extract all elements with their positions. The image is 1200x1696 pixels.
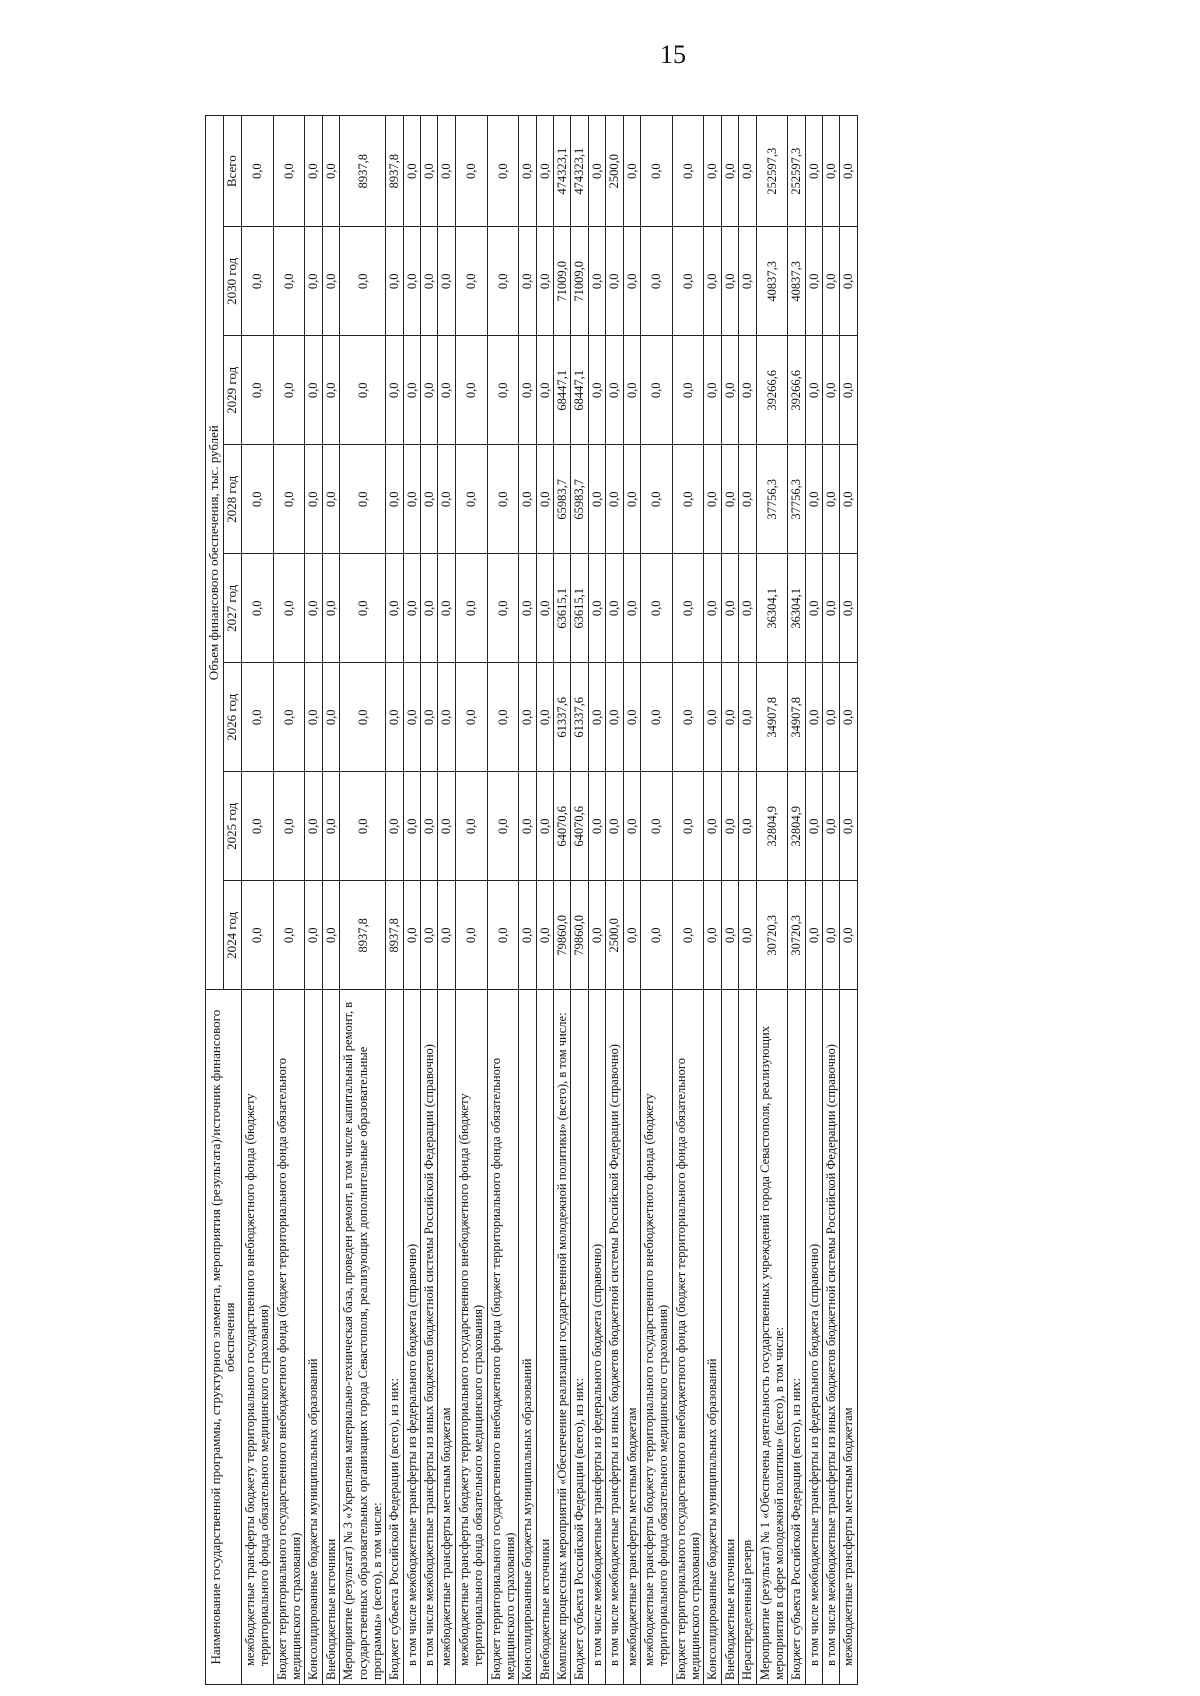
row-year-value: 0,0 xyxy=(421,663,438,772)
table-row xyxy=(739,116,756,1685)
table-row xyxy=(455,116,487,1685)
row-year-value: 0,0 xyxy=(438,554,455,663)
row-year-value: 0,0 xyxy=(386,445,403,554)
row-total-value: 0,0 xyxy=(672,116,704,227)
row-year-value: 0,0 xyxy=(322,336,339,445)
row-label: межбюджетные трансферты местным бюджетам xyxy=(623,990,640,1685)
row-year-value: 0,0 xyxy=(672,772,704,881)
row-year-value: 0,0 xyxy=(340,554,386,663)
row-year-value: 64070,6 xyxy=(571,772,588,881)
row-year-value: 0,0 xyxy=(640,445,672,554)
row-year-value: 0,0 xyxy=(536,772,553,881)
row-year-value: 0,0 xyxy=(386,227,403,336)
row-year-value: 0,0 xyxy=(823,445,840,554)
row-year-value: 0,0 xyxy=(340,445,386,554)
row-year-value: 0,0 xyxy=(322,227,339,336)
row-label: в том числе межбюджетные трансферты из иных бюджетов бюджетной системы Российской Федерации (справочно) xyxy=(606,990,623,1685)
row-label: Консолидированные бюджеты муниципальных образований xyxy=(704,990,721,1685)
row-year-value: 0,0 xyxy=(273,881,305,990)
row-year-value: 0,0 xyxy=(840,445,857,554)
row-year-value: 0,0 xyxy=(421,445,438,554)
row-year-value: 0,0 xyxy=(322,663,339,772)
row-total-value: 0,0 xyxy=(438,116,455,227)
table-row xyxy=(823,116,840,1685)
row-year-value: 8937,8 xyxy=(386,881,403,990)
row-year-value: 0,0 xyxy=(403,663,420,772)
row-year-value: 0,0 xyxy=(840,772,857,881)
row-total-value: 0,0 xyxy=(640,116,672,227)
row-year-value: 0,0 xyxy=(340,663,386,772)
row-year-value: 0,0 xyxy=(536,445,553,554)
row-year-value: 68447,1 xyxy=(554,336,571,445)
row-year-value: 8937,8 xyxy=(340,881,386,990)
row-year-value: 0,0 xyxy=(805,227,822,336)
header-year: 2029 год xyxy=(223,336,241,445)
row-label: в том числе межбюджетные трансферты из федерального бюджета (справочно) xyxy=(403,990,420,1685)
row-year-value: 0,0 xyxy=(840,663,857,772)
header-year: 2025 год xyxy=(223,772,241,881)
row-year-value: 0,0 xyxy=(305,881,322,990)
row-year-value: 0,0 xyxy=(455,772,487,881)
row-year-value: 0,0 xyxy=(487,772,519,881)
row-total-value: 0,0 xyxy=(823,116,840,227)
row-year-value: 0,0 xyxy=(721,554,738,663)
row-year-value: 0,0 xyxy=(805,336,822,445)
row-year-value: 0,0 xyxy=(739,663,756,772)
row-year-value: 0,0 xyxy=(519,336,536,445)
table-row xyxy=(704,116,721,1685)
row-year-value: 0,0 xyxy=(455,663,487,772)
row-label: Мероприятие (результат) № 3 «Укреплена материально-техническая база, проведен ремонт, в том числе капитальный ремонт, в государственных образовательных организациях города Севастополя, реализующих дополнительные образовательные программы» (всего), в том числе: xyxy=(340,990,386,1685)
row-year-value: 0,0 xyxy=(623,772,640,881)
row-year-value: 0,0 xyxy=(438,445,455,554)
row-year-value: 0,0 xyxy=(536,663,553,772)
row-total-value: 0,0 xyxy=(536,116,553,227)
table-row xyxy=(340,116,386,1685)
table-row xyxy=(403,116,420,1685)
table-row xyxy=(756,116,788,1685)
row-label: межбюджетные трансферты местным бюджетам xyxy=(438,990,455,1685)
table-row xyxy=(322,116,339,1685)
row-year-value: 0,0 xyxy=(721,227,738,336)
row-year-value: 0,0 xyxy=(805,663,822,772)
row-total-value: 8937,8 xyxy=(386,116,403,227)
row-total-value: 0,0 xyxy=(455,116,487,227)
header-name-column: Наименование государственной программы, структурного элемента, мероприятия (результата)/источник финансового обеспечения xyxy=(206,990,242,1685)
row-total-value: 0,0 xyxy=(273,116,305,227)
table-row xyxy=(519,116,536,1685)
row-year-value: 0,0 xyxy=(640,881,672,990)
row-label: Внебюджетные источники xyxy=(721,990,738,1685)
row-year-value: 0,0 xyxy=(588,445,605,554)
row-year-value: 0,0 xyxy=(305,445,322,554)
row-total-value: 0,0 xyxy=(721,116,738,227)
row-year-value: 40837,3 xyxy=(788,227,805,336)
row-year-value: 30720,3 xyxy=(788,881,805,990)
row-year-value: 0,0 xyxy=(421,554,438,663)
row-year-value: 0,0 xyxy=(487,445,519,554)
row-total-value: 0,0 xyxy=(519,116,536,227)
row-year-value: 0,0 xyxy=(672,554,704,663)
table-row xyxy=(721,116,738,1685)
row-total-value: 0,0 xyxy=(305,116,322,227)
row-year-value: 0,0 xyxy=(536,554,553,663)
table-row xyxy=(606,116,623,1685)
row-year-value: 0,0 xyxy=(322,772,339,881)
row-year-value: 0,0 xyxy=(739,554,756,663)
row-year-value: 0,0 xyxy=(273,663,305,772)
table-row xyxy=(640,116,672,1685)
row-year-value: 0,0 xyxy=(487,663,519,772)
row-year-value: 0,0 xyxy=(640,663,672,772)
row-year-value: 0,0 xyxy=(588,881,605,990)
header-total: Всего xyxy=(223,116,241,227)
row-year-value: 0,0 xyxy=(322,554,339,663)
row-year-value: 0,0 xyxy=(739,881,756,990)
row-total-value: 474323,1 xyxy=(571,116,588,227)
row-year-value: 0,0 xyxy=(721,881,738,990)
row-year-value: 39266,6 xyxy=(788,336,805,445)
row-year-value: 0,0 xyxy=(421,881,438,990)
row-year-value: 0,0 xyxy=(386,663,403,772)
header-year: 2028 год xyxy=(223,445,241,554)
table-row xyxy=(536,116,553,1685)
row-year-value: 0,0 xyxy=(519,663,536,772)
row-year-value: 65983,7 xyxy=(554,445,571,554)
row-year-value: 0,0 xyxy=(536,336,553,445)
row-label: Внебюджетные источники xyxy=(322,990,339,1685)
row-year-value: 0,0 xyxy=(588,336,605,445)
row-year-value: 0,0 xyxy=(386,772,403,881)
table-row xyxy=(571,116,588,1685)
row-label: Бюджет территориального государственного внебюджетного фонда (бюджет территориального фонда обязательного медицинского страхования) xyxy=(273,990,305,1685)
row-label: в том числе межбюджетные трансферты из федерального бюджета (справочно) xyxy=(805,990,822,1685)
table-row xyxy=(840,116,857,1685)
row-year-value: 0,0 xyxy=(805,445,822,554)
table-row xyxy=(421,116,438,1685)
row-year-value: 61337,6 xyxy=(554,663,571,772)
row-year-value: 0,0 xyxy=(519,554,536,663)
row-year-value: 0,0 xyxy=(487,227,519,336)
row-total-value: 0,0 xyxy=(840,116,857,227)
row-year-value: 0,0 xyxy=(823,554,840,663)
row-year-value: 0,0 xyxy=(340,227,386,336)
row-year-value: 0,0 xyxy=(704,663,721,772)
row-year-value: 0,0 xyxy=(421,772,438,881)
row-year-value: 0,0 xyxy=(305,663,322,772)
row-label: Внебюджетные источники xyxy=(536,990,553,1685)
row-year-value: 0,0 xyxy=(487,881,519,990)
financing-table xyxy=(205,115,858,1685)
row-label: в том числе межбюджетные трансферты из иных бюджетов бюджетной системы Российской Федерации (справочно) xyxy=(823,990,840,1685)
table-body xyxy=(241,116,857,1685)
row-year-value: 0,0 xyxy=(704,445,721,554)
table-row xyxy=(386,116,403,1685)
row-year-value: 0,0 xyxy=(640,772,672,881)
row-year-value: 0,0 xyxy=(805,772,822,881)
row-year-value: 40837,3 xyxy=(756,227,788,336)
row-label: в том числе межбюджетные трансферты из иных бюджетов бюджетной системы Российской Федерации (справочно) xyxy=(421,990,438,1685)
row-total-value: 8937,8 xyxy=(340,116,386,227)
row-year-value: 71009,0 xyxy=(571,227,588,336)
row-year-value: 0,0 xyxy=(623,336,640,445)
row-year-value: 0,0 xyxy=(805,554,822,663)
row-total-value: 252597,3 xyxy=(756,116,788,227)
row-year-value: 0,0 xyxy=(721,336,738,445)
row-total-value: 0,0 xyxy=(241,116,273,227)
row-year-value: 0,0 xyxy=(241,881,273,990)
row-year-value: 0,0 xyxy=(672,663,704,772)
row-year-value: 0,0 xyxy=(519,227,536,336)
row-year-value: 0,0 xyxy=(455,336,487,445)
row-year-value: 0,0 xyxy=(487,554,519,663)
row-year-value: 0,0 xyxy=(455,227,487,336)
row-year-value: 0,0 xyxy=(623,554,640,663)
row-total-value: 0,0 xyxy=(487,116,519,227)
row-year-value: 2500,0 xyxy=(606,881,623,990)
row-year-value: 0,0 xyxy=(721,445,738,554)
row-label: межбюджетные трансферты бюджету территориального государственного внебюджетного фонда (бюджету территориального фонда обязательного медицинского страхования) xyxy=(455,990,487,1685)
row-year-value: 0,0 xyxy=(739,772,756,881)
row-year-value: 0,0 xyxy=(241,554,273,663)
row-year-value: 0,0 xyxy=(739,445,756,554)
row-year-value: 0,0 xyxy=(305,772,322,881)
row-year-value: 0,0 xyxy=(322,445,339,554)
header-year: 2030 год xyxy=(223,227,241,336)
row-year-value: 0,0 xyxy=(403,881,420,990)
table-row xyxy=(588,116,605,1685)
row-total-value: 252597,3 xyxy=(788,116,805,227)
header-year: 2026 год xyxy=(223,663,241,772)
row-year-value: 0,0 xyxy=(805,881,822,990)
row-year-value: 0,0 xyxy=(455,554,487,663)
row-year-value: 32804,9 xyxy=(788,772,805,881)
row-year-value: 0,0 xyxy=(606,336,623,445)
row-year-value: 0,0 xyxy=(672,227,704,336)
row-year-value: 0,0 xyxy=(519,881,536,990)
row-year-value: 63615,1 xyxy=(554,554,571,663)
row-year-value: 64070,6 xyxy=(554,772,571,881)
row-year-value: 0,0 xyxy=(823,881,840,990)
row-year-value: 0,0 xyxy=(403,554,420,663)
table-row xyxy=(438,116,455,1685)
row-total-value: 0,0 xyxy=(421,116,438,227)
row-year-value: 0,0 xyxy=(241,336,273,445)
row-year-value: 0,0 xyxy=(739,336,756,445)
row-total-value: 0,0 xyxy=(403,116,420,227)
row-year-value: 0,0 xyxy=(623,663,640,772)
row-year-value: 0,0 xyxy=(273,554,305,663)
row-year-value: 0,0 xyxy=(588,227,605,336)
row-total-value: 0,0 xyxy=(322,116,339,227)
row-year-value: 0,0 xyxy=(672,336,704,445)
row-year-value: 0,0 xyxy=(672,881,704,990)
row-year-value: 0,0 xyxy=(386,554,403,663)
table-row xyxy=(241,116,273,1685)
row-year-value: 0,0 xyxy=(273,445,305,554)
row-year-value: 0,0 xyxy=(721,663,738,772)
row-year-value: 34907,8 xyxy=(788,663,805,772)
row-year-value: 61337,6 xyxy=(571,663,588,772)
row-year-value: 0,0 xyxy=(438,663,455,772)
row-year-value: 0,0 xyxy=(840,336,857,445)
table-header-row xyxy=(206,116,224,1685)
row-label: Бюджет территориального государственного внебюджетного фонда (бюджет территориального фонда обязательного медицинского страхования) xyxy=(672,990,704,1685)
row-year-value: 0,0 xyxy=(588,772,605,881)
row-year-value: 0,0 xyxy=(421,336,438,445)
row-year-value: 0,0 xyxy=(403,336,420,445)
row-year-value: 0,0 xyxy=(640,554,672,663)
table-row xyxy=(273,116,305,1685)
row-year-value: 0,0 xyxy=(823,227,840,336)
row-year-value: 39266,6 xyxy=(756,336,788,445)
page-number: 15 xyxy=(660,40,686,69)
row-year-value: 0,0 xyxy=(623,881,640,990)
row-year-value: 32804,9 xyxy=(756,772,788,881)
row-year-value: 0,0 xyxy=(340,772,386,881)
row-year-value: 0,0 xyxy=(823,772,840,881)
row-year-value: 0,0 xyxy=(340,336,386,445)
row-year-value: 0,0 xyxy=(438,227,455,336)
row-total-value: 474323,1 xyxy=(554,116,571,227)
row-label: Бюджет субъекта Российской Федерации (всего), из них: xyxy=(788,990,805,1685)
rotated-table-content xyxy=(205,115,1200,1685)
row-year-value: 0,0 xyxy=(704,772,721,881)
row-year-value: 0,0 xyxy=(606,227,623,336)
table-row xyxy=(672,116,704,1685)
row-year-value: 0,0 xyxy=(438,881,455,990)
row-year-value: 0,0 xyxy=(273,772,305,881)
row-year-value: 0,0 xyxy=(623,227,640,336)
row-year-value: 0,0 xyxy=(721,772,738,881)
header-year: 2024 год xyxy=(223,881,241,990)
row-year-value: 0,0 xyxy=(403,445,420,554)
row-year-value: 0,0 xyxy=(305,554,322,663)
row-year-value: 0,0 xyxy=(606,772,623,881)
row-label: межбюджетные трансферты бюджету территориального государственного внебюджетного фонда (бюджету территориального фонда обязательного медицинского страхования) xyxy=(241,990,273,1685)
row-year-value: 0,0 xyxy=(241,772,273,881)
row-year-value: 0,0 xyxy=(519,445,536,554)
row-year-value: 0,0 xyxy=(840,554,857,663)
row-year-value: 0,0 xyxy=(305,336,322,445)
row-year-value: 63615,1 xyxy=(571,554,588,663)
row-year-value: 0,0 xyxy=(519,772,536,881)
table-row xyxy=(788,116,805,1685)
row-year-value: 37756,3 xyxy=(788,445,805,554)
row-total-value: 0,0 xyxy=(588,116,605,227)
row-year-value: 0,0 xyxy=(305,227,322,336)
row-year-value: 0,0 xyxy=(640,336,672,445)
row-total-value: 0,0 xyxy=(704,116,721,227)
row-year-value: 68447,1 xyxy=(571,336,588,445)
row-year-value: 0,0 xyxy=(704,336,721,445)
row-year-value: 36304,1 xyxy=(788,554,805,663)
row-year-value: 0,0 xyxy=(623,445,640,554)
row-year-value: 0,0 xyxy=(438,772,455,881)
row-label: Нераспределенный резерв xyxy=(739,990,756,1685)
row-label: Консолидированные бюджеты муниципальных образований xyxy=(519,990,536,1685)
row-year-value: 0,0 xyxy=(704,554,721,663)
rotated-table-frame xyxy=(205,115,1200,1685)
row-year-value: 37756,3 xyxy=(756,445,788,554)
row-year-value: 79860,0 xyxy=(554,881,571,990)
row-year-value: 34907,8 xyxy=(756,663,788,772)
row-year-value: 0,0 xyxy=(640,227,672,336)
row-year-value: 71009,0 xyxy=(554,227,571,336)
row-total-value: 0,0 xyxy=(805,116,822,227)
row-year-value: 0,0 xyxy=(322,881,339,990)
row-label: в том числе межбюджетные трансферты из федерального бюджета (справочно) xyxy=(588,990,605,1685)
row-year-value: 0,0 xyxy=(241,445,273,554)
row-year-value: 0,0 xyxy=(606,554,623,663)
row-year-value: 0,0 xyxy=(823,663,840,772)
row-year-value: 0,0 xyxy=(241,227,273,336)
row-year-value: 0,0 xyxy=(536,227,553,336)
row-year-value: 0,0 xyxy=(823,336,840,445)
header-year: 2027 год xyxy=(223,554,241,663)
table-row xyxy=(487,116,519,1685)
row-label: Бюджет территориального государственного внебюджетного фонда (бюджет территориального фонда обязательного медицинского страхования) xyxy=(487,990,519,1685)
row-year-value: 0,0 xyxy=(455,445,487,554)
row-year-value: 0,0 xyxy=(386,336,403,445)
row-year-value: 0,0 xyxy=(403,227,420,336)
row-year-value: 0,0 xyxy=(588,663,605,772)
row-year-value: 0,0 xyxy=(840,881,857,990)
row-year-value: 0,0 xyxy=(536,881,553,990)
row-year-value: 0,0 xyxy=(241,663,273,772)
row-year-value: 0,0 xyxy=(606,663,623,772)
row-year-value: 0,0 xyxy=(704,227,721,336)
row-label: Комплекс процессных мероприятий «Обеспечение реализации государственной молодежной политики» (всего), в том числе: xyxy=(554,990,571,1685)
row-year-value: 0,0 xyxy=(588,554,605,663)
row-label: Мероприятие (результат) № 1 «Обеспечена деятельность государственных учреждений города Севастополя, реализующих мероприятия в сфере молодежной политики» (всего), в том числе: xyxy=(756,990,788,1685)
row-year-value: 0,0 xyxy=(438,336,455,445)
row-year-value: 0,0 xyxy=(672,445,704,554)
row-year-value: 0,0 xyxy=(403,772,420,881)
row-year-value: 0,0 xyxy=(421,227,438,336)
row-total-value: 2500,0 xyxy=(606,116,623,227)
row-label: межбюджетные трансферты бюджету территориального государственного внебюджетного фонда (бюджету территориального фонда обязательного медицинского страхования) xyxy=(640,990,672,1685)
row-label: Консолидированные бюджеты муниципальных образований xyxy=(305,990,322,1685)
table-row xyxy=(623,116,640,1685)
table-row xyxy=(305,116,322,1685)
row-label: Бюджет субъекта Российской Федерации (всего), из них: xyxy=(386,990,403,1685)
row-year-value: 0,0 xyxy=(606,445,623,554)
row-year-value: 0,0 xyxy=(704,881,721,990)
row-year-value: 30720,3 xyxy=(756,881,788,990)
row-label: Бюджет субъекта Российской Федерации (всего), из них: xyxy=(571,990,588,1685)
row-total-value: 0,0 xyxy=(623,116,640,227)
header-volume-title: Объем финансового обеспечения, тыс. рублей xyxy=(206,116,224,990)
row-year-value: 65983,7 xyxy=(571,445,588,554)
row-year-value: 0,0 xyxy=(273,336,305,445)
row-year-value: 0,0 xyxy=(455,881,487,990)
row-year-value: 0,0 xyxy=(487,336,519,445)
row-year-value: 0,0 xyxy=(273,227,305,336)
row-year-value: 79860,0 xyxy=(571,881,588,990)
row-label: межбюджетные трансферты местным бюджетам xyxy=(840,990,857,1685)
row-total-value: 0,0 xyxy=(739,116,756,227)
table-row xyxy=(805,116,822,1685)
row-year-value: 36304,1 xyxy=(756,554,788,663)
row-year-value: 0,0 xyxy=(840,227,857,336)
row-year-value: 0,0 xyxy=(739,227,756,336)
table-row xyxy=(554,116,571,1685)
